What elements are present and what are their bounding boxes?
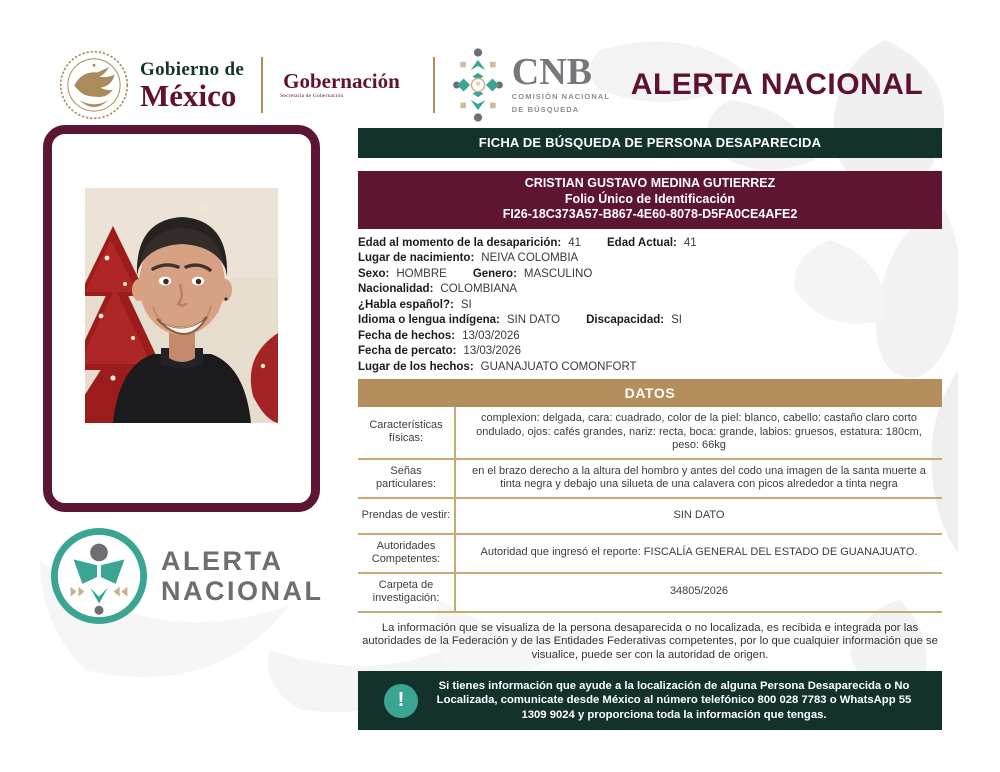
alerta-nacional-logo <box>50 527 324 625</box>
main-content <box>40 125 958 730</box>
detail-label: Lugar de los hechos: <box>358 360 474 373</box>
detail-value: 41 <box>568 236 582 249</box>
row-label: Prendas de vestir: <box>361 508 451 521</box>
detail-label: Fecha de percato: <box>358 345 457 357</box>
detail-line <box>358 360 942 376</box>
disclaimer-text: La información que se visualiza de la persona desaparecida o no localizada, es recibida e integrada por las autoridades de la Federación y de las Entidades Federativas competentes, por lo que cualquier información que se visualice, puede ser con la autoridad de origen. <box>362 621 938 662</box>
detail-value: MASCULINO <box>523 267 593 280</box>
row-value: complexion: delgada, cara: cuadrado, color de la piel: blanco, cabello: castaño claro corto ondulado, ojos: cafés grandes, nariz: recta, boca: grande, labios: gruesos, estatura: 180cm, peso: 66kg <box>454 407 942 458</box>
detail-label: Edad Actual: <box>607 236 677 249</box>
detail-line <box>358 282 942 298</box>
detail-label: Edad al momento de la desaparición: <box>358 236 562 249</box>
detail-line <box>358 313 942 329</box>
table-row <box>358 535 942 574</box>
row-value: SIN DATO <box>454 499 942 533</box>
contact-instructions: Si tienes información que ayude a la localización de alguna Persona Desaparecida o No Localizada, comunicate desde México al número telefónico 800 028 7783 o WhatsApp 55 1309 9024 y proporciona toda la información que tengas. <box>436 679 912 722</box>
datos-section-header: DATOS <box>358 379 942 407</box>
table-row <box>358 407 942 460</box>
gobernacion-logo <box>280 70 416 100</box>
alerta-nacional-emblem-icon <box>50 527 148 625</box>
cnb-logo <box>452 47 610 123</box>
detail-label: ¿Habla español?: <box>358 298 454 311</box>
table-row <box>358 460 942 499</box>
detail-line <box>358 236 942 252</box>
header-divider <box>261 57 263 113</box>
left-column <box>43 125 324 730</box>
page-title: ALERTA NACIONAL <box>630 68 924 101</box>
folio-id: FI26-18C373A57-B867-4E60-8078-D5FA0CE4AFE2 <box>502 207 798 221</box>
detail-value: COLOMBIANA <box>440 283 518 295</box>
header-divider <box>433 57 435 113</box>
ficha-title-bar: FICHA DE BÚSQUEDA DE PERSONA DESAPARECIDA <box>358 128 942 158</box>
row-value: Autoridad que ingresó el reporte: FISCALÍA GENERAL DEL ESTADO DE GUANAJUATO. <box>454 535 942 572</box>
person-name-bar <box>358 171 942 229</box>
row-label: Señas particulares: <box>376 464 436 490</box>
detail-value: HOMBRE <box>396 267 447 280</box>
contact-footer-bar <box>358 671 942 730</box>
detail-label: Genero: <box>472 267 517 280</box>
detail-label: Nacionalidad: <box>358 283 434 295</box>
table-row <box>358 499 942 535</box>
detail-line <box>358 344 942 360</box>
gobierno-de-text: Gobierno de <box>140 58 245 80</box>
table-row <box>358 574 942 613</box>
detail-line <box>358 267 942 283</box>
alerta-logo-text-line2: NACIONAL <box>161 576 324 606</box>
folio-label: Folio Único de Identificación <box>564 191 736 206</box>
detail-label: Fecha de hechos: <box>358 329 456 342</box>
mexico-eagle-seal-icon <box>58 49 130 121</box>
row-label: Carpeta de investigación: <box>372 578 440 604</box>
person-name: CRISTIAN GUSTAVO MEDINA GUTIERREZ <box>524 176 776 190</box>
row-value: 34805/2026 <box>454 574 942 611</box>
detail-value: SI <box>671 314 682 326</box>
missing-person-photo-frame <box>43 125 320 512</box>
header <box>40 40 958 124</box>
detail-label: Lugar de nacimiento: <box>358 252 475 264</box>
detail-value: NEIVA COLOMBIA <box>481 252 579 264</box>
detail-value: 13/03/2026 <box>463 345 521 357</box>
detail-line <box>358 298 942 314</box>
detail-line <box>358 329 942 345</box>
detail-line <box>358 251 942 267</box>
detail-label: Discapacidad: <box>586 314 665 326</box>
detail-label: Sexo: <box>358 267 390 280</box>
alert-poster-card <box>40 40 958 730</box>
datos-table <box>358 407 942 613</box>
detail-value: 41 <box>683 236 697 249</box>
detail-value: 13/03/2026 <box>462 329 520 342</box>
right-column <box>358 128 942 730</box>
mexico-text: México <box>140 77 237 113</box>
cnb-emblem-icon <box>452 47 504 123</box>
gobernacion-subtext: Secretaría de Gobernación <box>280 93 344 100</box>
detail-value: SI <box>460 298 472 311</box>
row-label: Características físicas: <box>369 418 443 445</box>
cnb-acronym: CNB <box>511 51 593 93</box>
gobernacion-text: Gobernación <box>283 69 400 94</box>
gobierno-de-mexico-logo <box>140 60 244 111</box>
row-value: en el brazo derecho a la altura del hombro y antes del codo una imagen de la santa muerte a tinta negra y debajo una silueta de una calavera con picos alrededor a tinta negra <box>454 460 942 497</box>
missing-person-photo <box>52 188 311 423</box>
alerta-logo-text-line1: ALERTA <box>161 546 284 576</box>
cnb-subtitle-line1: COMISIÓN NACIONAL <box>511 92 611 101</box>
exclamation-icon: ! <box>384 684 418 718</box>
detail-value: GUANAJUATO COMONFORT <box>480 360 637 373</box>
detail-value: SIN DATO <box>506 314 561 326</box>
detail-label: Idioma o lengua indígena: <box>358 314 500 326</box>
cnb-subtitle-line2: DE BÚSQUEDA <box>511 105 580 114</box>
row-label: Autoridades Competentes: <box>371 539 441 565</box>
person-details-list <box>358 236 942 376</box>
